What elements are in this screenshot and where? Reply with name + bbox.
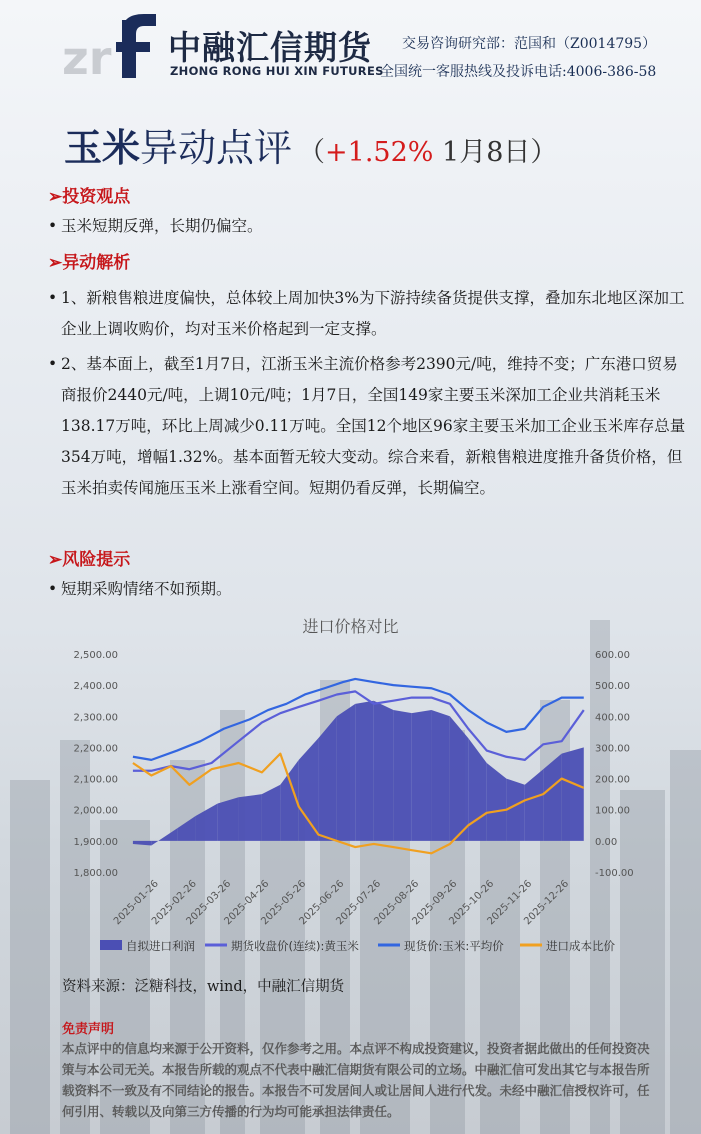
legend-label: 期货收盘价(连续):黄玉米 bbox=[231, 939, 359, 953]
title-change-block bbox=[298, 137, 557, 168]
y-left-tick-label: 2,500.00 bbox=[73, 650, 118, 661]
legend-label: 自拟进口利润 bbox=[126, 939, 195, 953]
area-segment-自拟进口利润 bbox=[468, 738, 486, 841]
y-right-tick-label: 0.00 bbox=[595, 836, 618, 848]
svg-text:zr: zr bbox=[62, 31, 112, 80]
view-item bbox=[48, 211, 688, 242]
x-tick-label: 2025-03-26 bbox=[184, 878, 234, 928]
disclaimer-text: 本点评中的信息均来源于公开资料，仅作参考之用。本点评不构成投资建议，投资者据此做出的任何投资决策与本公司无关。本报告所载的观点不代表中融汇信期货有限公司的立场。中融汇信可发出其它与本报告所载资料不一致及有不同结论的报告。本报告不可发居间人或让居间人进行代发。未经中融汇信授权许可，任何引用、转载以及向第三方传播的行为均可能承担法律责任。 bbox=[62, 1041, 650, 1119]
area-segment-自拟进口利润 bbox=[431, 710, 449, 841]
area-segment-自拟进口利润 bbox=[506, 779, 524, 841]
area-segment-自拟进口利润 bbox=[196, 803, 218, 840]
area-segment-自拟进口利润 bbox=[318, 716, 336, 841]
analyst-info: 交易咨询研究部：范国和（Z0014795） bbox=[402, 36, 657, 52]
logo-chinese-name: 中融汇信期货 bbox=[168, 28, 372, 67]
legend-label: 进口成本比价 bbox=[546, 939, 615, 953]
y-right-tick-label: 600.00 bbox=[595, 650, 630, 661]
analysis-item-text: 2、基本面上，截至1月7日，江浙玉米主流价格参考2390元/吨，维持不变；广东港口贸易商报价2440元/吨，上调10元/吨；1月7日，全国149家主要玉米深加工企业共消耗玉米138.17万吨，环比上周减少0.11万吨。全国12个地区96家主要玉米加工企业玉米库存总量354万吨，增幅1.32%。基本面暂无较大变动。综合来看，新粮售粮进度推升备货价格，但玉米拍卖传闻施压玉米上涨看空间。短期仍看反弹，长期偏空。 bbox=[61, 355, 686, 497]
area-segment-自拟进口利润 bbox=[262, 785, 280, 841]
area-segment-自拟进口利润 bbox=[525, 769, 543, 841]
x-tick-label: 2025-09-26 bbox=[410, 878, 460, 928]
price-change: +1.52% bbox=[325, 137, 434, 168]
area-segment-自拟进口利润 bbox=[239, 794, 262, 841]
y-left-tick-label: 2,000.00 bbox=[73, 805, 118, 817]
price-comparison-chart bbox=[0, 640, 701, 970]
section-title-view: ➢投资观点 bbox=[48, 187, 131, 207]
area-segment-自拟进口利润 bbox=[133, 841, 151, 846]
area-segment-自拟进口利润 bbox=[412, 710, 432, 841]
area-segment-自拟进口利润 bbox=[218, 797, 239, 841]
area-segment-自拟进口利润 bbox=[299, 738, 319, 841]
legend-swatch bbox=[100, 940, 122, 950]
data-source: 资料来源：泛糖科技，wind，中融汇信期货 bbox=[62, 979, 345, 995]
area-segment-自拟进口利润 bbox=[393, 710, 411, 841]
view-item-text: 玉米短期反弹，长期仍偏空。 bbox=[61, 217, 263, 235]
x-tick-label: 2025-02-26 bbox=[150, 878, 199, 928]
y-right-tick-label: 100.00 bbox=[595, 805, 630, 817]
x-tick-label: 2025-01-26 bbox=[111, 878, 161, 928]
x-tick-label: 2025-08-26 bbox=[372, 878, 422, 928]
y-right-tick-label: 300.00 bbox=[595, 743, 630, 755]
area-segment-自拟进口利润 bbox=[177, 816, 195, 841]
company-logo bbox=[62, 12, 162, 80]
y-right-tick-label: 500.00 bbox=[595, 681, 630, 693]
title-date: 1月8日） bbox=[433, 137, 558, 168]
section-title-risk: ➢风险提示 bbox=[48, 550, 131, 570]
section-title-analysis: ➢异动解析 bbox=[48, 253, 131, 273]
title-subject: 异动点评 bbox=[140, 126, 293, 170]
risk-item bbox=[48, 574, 688, 605]
legend-label: 现货价:玉米:平均价 bbox=[404, 939, 504, 953]
y-left-tick-label: 2,300.00 bbox=[73, 712, 118, 724]
x-tick-label: 2025-05-26 bbox=[259, 878, 309, 928]
y-left-tick-label: 2,400.00 bbox=[73, 681, 118, 693]
analysis-item-text: 1、新粮售粮进度偏快，总体较上周加快3%为下游持续备货提供支撑，叠加东北地区深加工企业上调收购价，均对玉米价格起到一定支撑。 bbox=[61, 289, 685, 338]
x-tick-label: 2025-10-26 bbox=[447, 878, 497, 928]
bullet-dot: • bbox=[48, 355, 58, 373]
title-open-paren: （ bbox=[298, 137, 326, 168]
x-tick-label: 2025-07-26 bbox=[334, 878, 384, 928]
area-segment-自拟进口利润 bbox=[562, 747, 584, 840]
x-tick-label: 2025-12-26 bbox=[522, 878, 572, 928]
area-segment-自拟进口利润 bbox=[337, 704, 355, 841]
analysis-item bbox=[48, 283, 688, 345]
title-commodity: 玉米 bbox=[64, 126, 141, 170]
bullet-dot: • bbox=[48, 289, 58, 307]
y-right-tick-label: -100.00 bbox=[595, 868, 634, 879]
y-right-tick-label: 400.00 bbox=[595, 712, 630, 724]
chart-title: 进口价格对比 bbox=[302, 617, 399, 636]
y-right-tick-label: 200.00 bbox=[595, 774, 630, 786]
area-segment-自拟进口利润 bbox=[374, 701, 394, 841]
risk-item-text: 短期采购情绪不如预期。 bbox=[61, 580, 232, 598]
disclaimer-title: 免责声明 bbox=[62, 1022, 115, 1037]
page-title bbox=[64, 117, 557, 172]
y-left-tick-label: 2,100.00 bbox=[73, 774, 118, 786]
y-left-tick-label: 1,900.00 bbox=[73, 836, 118, 848]
hotline-info: 全国统一客服热线及投诉电话:4006-386-58 bbox=[380, 64, 657, 80]
x-tick-label: 2025-11-26 bbox=[485, 878, 535, 928]
area-segment-自拟进口利润 bbox=[450, 716, 468, 841]
analysis-item bbox=[48, 349, 688, 504]
bullet-dot: • bbox=[48, 580, 58, 598]
area-segment-自拟进口利润 bbox=[355, 701, 373, 841]
y-left-tick-label: 2,200.00 bbox=[73, 743, 118, 755]
area-segment-自拟进口利润 bbox=[487, 763, 507, 841]
area-segment-自拟进口利润 bbox=[151, 828, 177, 845]
bullet-dot: • bbox=[48, 217, 58, 235]
x-tick-label: 2025-06-26 bbox=[297, 878, 347, 928]
y-left-tick-label: 1,800.00 bbox=[73, 868, 118, 879]
x-tick-label: 2025-04-26 bbox=[222, 878, 272, 928]
area-segment-自拟进口利润 bbox=[543, 754, 561, 841]
logo-english-name: ZHONG RONG HUI XIN FUTURES bbox=[170, 64, 384, 78]
